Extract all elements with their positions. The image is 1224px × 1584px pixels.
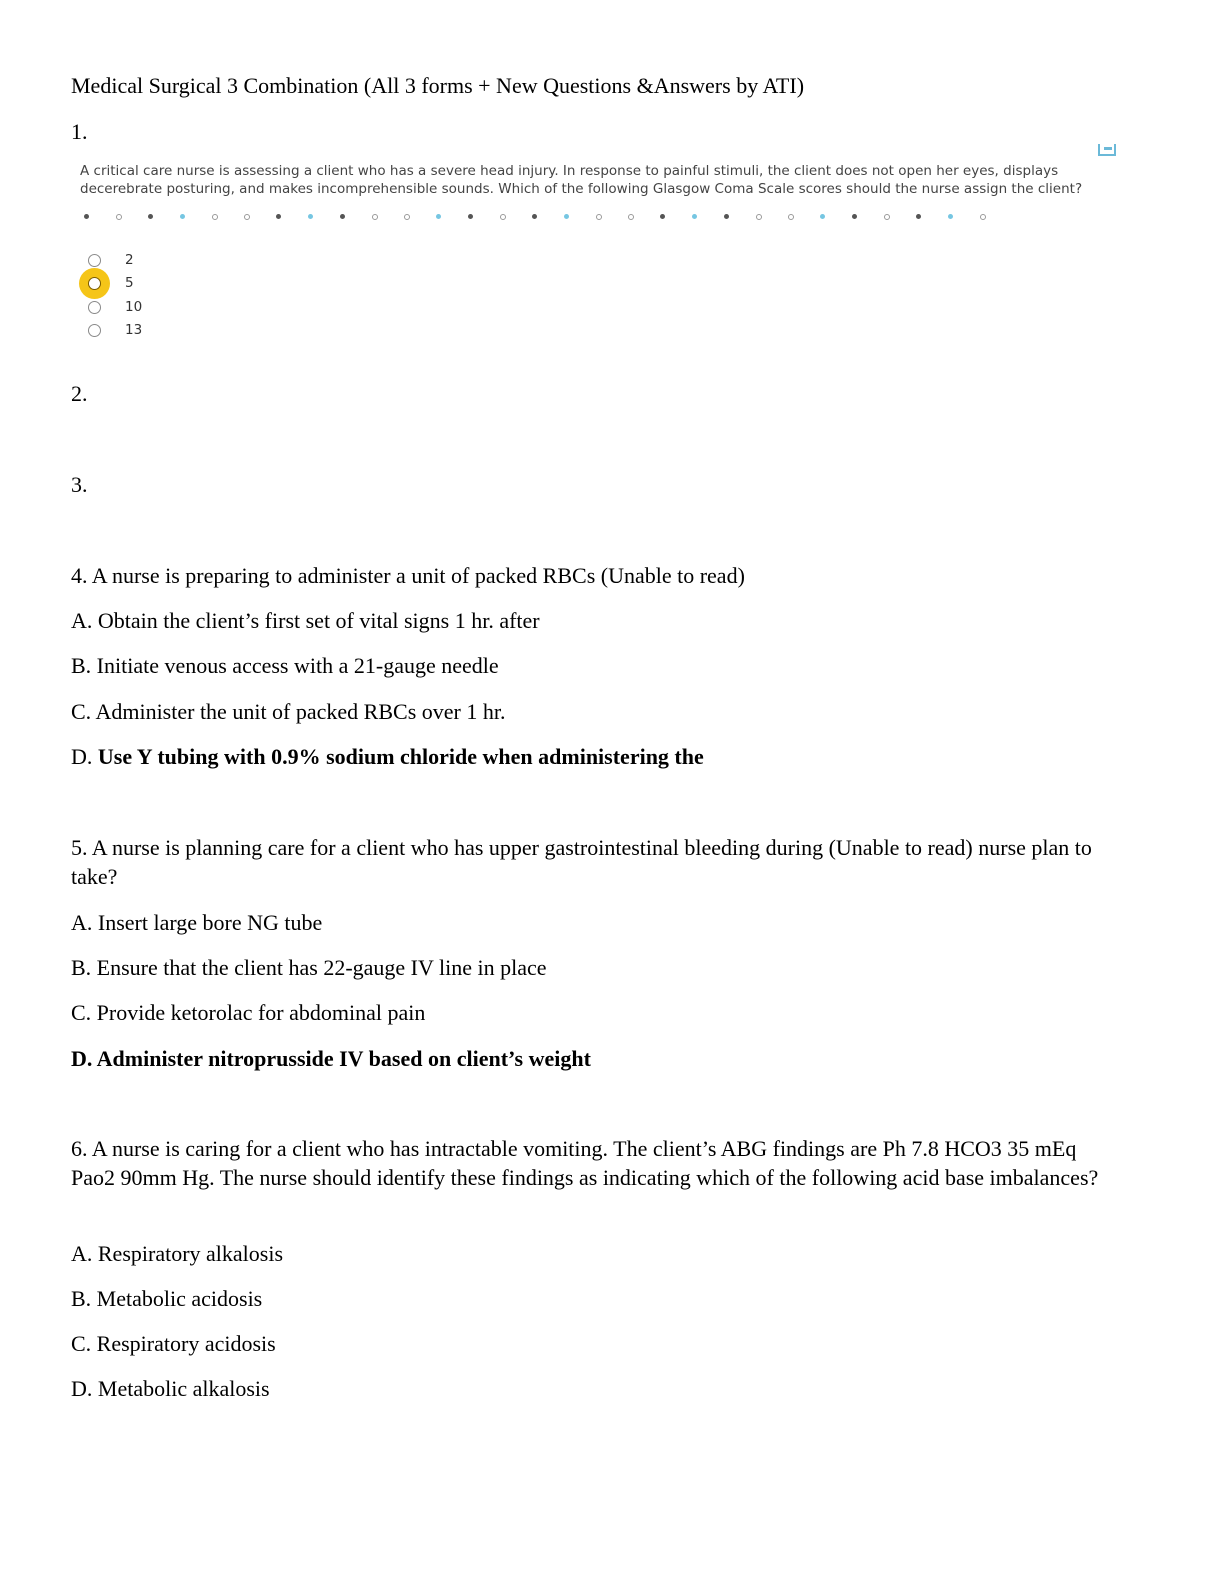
separator-dot <box>692 214 697 219</box>
question-1-text: A critical care nurse is assessing a client who has a severe head injury. In response to painful stimuli, the client does not open her eyes, displays decerebrate posturing, and makes incomprehensible sounds. Which of the following Glasgow Coma Scale scores should the nurse assign the client? <box>80 163 1083 197</box>
separator-dot <box>84 214 89 219</box>
separator-dot <box>340 214 345 219</box>
toolbar-icon <box>1098 144 1116 156</box>
question-3-number: 3. <box>71 472 88 497</box>
question-4-option-d <box>71 742 704 771</box>
option-letter: D. <box>71 744 98 769</box>
question-6-option-a: A. Respiratory alkalosis <box>71 1241 284 1266</box>
question-6-option-c: C. Respiratory acidosis <box>71 1331 276 1356</box>
question-4-option-b: B. Initiate venous access with a 21-gauge needle <box>71 653 499 678</box>
separator-dot <box>244 214 250 220</box>
separator-dot <box>948 214 953 219</box>
separator-dot <box>852 214 857 219</box>
separator-dot <box>116 214 122 220</box>
separator-dot <box>276 214 281 219</box>
separator-dot <box>532 214 537 219</box>
question-4-option-a: A. Obtain the client’s first set of vital signs 1 hr. after <box>71 608 540 633</box>
separator-dot <box>628 214 634 220</box>
separator-dot <box>564 214 569 219</box>
separator-dot <box>436 214 441 219</box>
radio-button-selected[interactable] <box>88 277 101 290</box>
option-label: 5 <box>125 275 134 291</box>
question-4-stem: 4. A nurse is preparing to administer a unit of packed RBCs (Unable to read) <box>71 563 745 588</box>
separator-dot <box>724 214 729 219</box>
question-5-option-a: A. Insert large bore NG tube <box>71 910 323 935</box>
separator-dot <box>500 214 506 220</box>
separator-dot <box>596 214 602 220</box>
question-5-option-c: C. Provide ketorolac for abdominal pain <box>71 1000 426 1025</box>
radio-button[interactable] <box>88 324 101 337</box>
question-4-option-c: C. Administer the unit of packed RBCs over 1 hr. <box>71 699 506 724</box>
radio-button[interactable] <box>88 301 101 314</box>
question-5-option-b: B. Ensure that the client has 22-gauge IV line in place <box>71 955 547 980</box>
separator-dot <box>884 214 890 220</box>
separator-dot <box>372 214 378 220</box>
question-5-option-d-correct: D. Administer nitroprusside IV based on client’s weight <box>71 1046 591 1071</box>
separator-dot <box>660 214 665 219</box>
radio-button[interactable] <box>88 254 101 267</box>
question-5-stem: 5. A nurse is planning care for a client who has upper gastrointestinal bleeding during (Unable to read) nurse plan to take? <box>71 835 1092 889</box>
separator-dot <box>468 214 473 219</box>
question-6-stem: 6. A nurse is caring for a client who has intractable vomiting. The client’s ABG findings are Ph 7.8 HCO3 35 mEq Pao2 90mm Hg. The nurse should identify these findings as indicating which of the following acid base imbalances? <box>71 1136 1099 1190</box>
question-1-screenshot <box>70 142 1130 352</box>
option-label: 13 <box>125 322 143 338</box>
progress-dots <box>84 212 1014 222</box>
separator-dot <box>756 214 762 220</box>
separator-dot <box>308 214 313 219</box>
separator-dot <box>404 214 410 220</box>
separator-dot <box>180 214 185 219</box>
separator-dot <box>980 214 986 220</box>
separator-dot <box>212 214 218 220</box>
separator-dot <box>148 214 153 219</box>
question-6-option-d: D. Metabolic alkalosis <box>71 1376 270 1401</box>
question-1-number: 1. <box>71 119 88 144</box>
correct-answer: Use Y tubing with 0.9% sodium chloride when administering the <box>97 744 704 769</box>
separator-dot <box>916 214 921 219</box>
separator-dot <box>820 214 825 219</box>
document-title: Medical Surgical 3 Combination (All 3 forms + New Questions &Answers by ATI) <box>71 73 805 98</box>
option-label: 10 <box>125 299 143 315</box>
option-label: 2 <box>125 252 134 268</box>
question-2-number: 2. <box>71 381 88 406</box>
question-6-option-b: B. Metabolic acidosis <box>71 1286 263 1311</box>
separator-dot <box>788 214 794 220</box>
